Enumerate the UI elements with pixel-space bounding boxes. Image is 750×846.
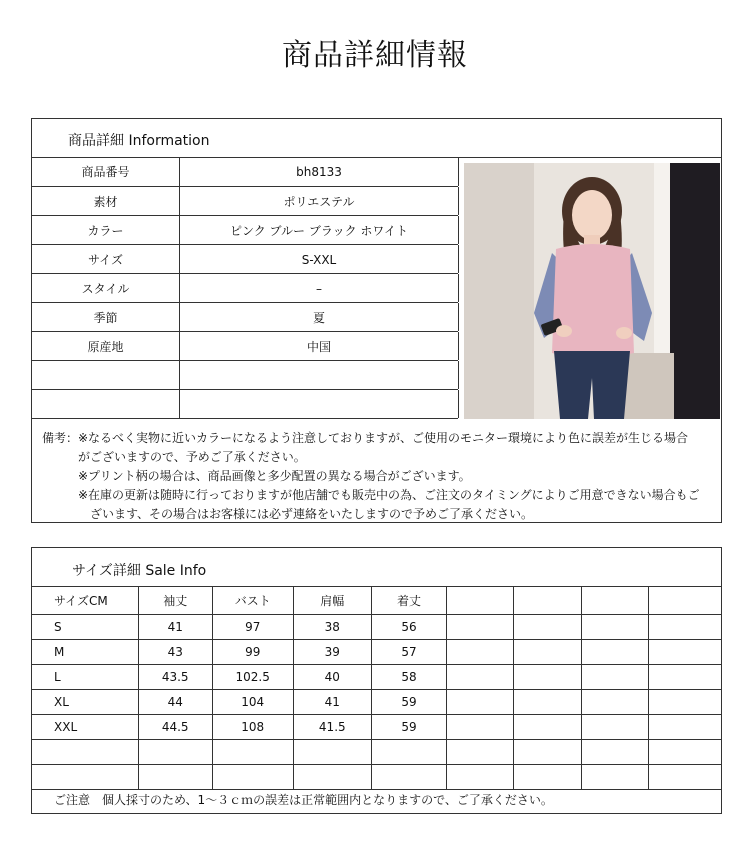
size-header-cell bbox=[581, 586, 648, 615]
spec-value bbox=[180, 390, 459, 418]
size-cell bbox=[446, 765, 513, 790]
spec-label: 季節 bbox=[32, 303, 180, 331]
size-cell bbox=[514, 665, 581, 690]
product-detail-panel bbox=[31, 118, 722, 523]
note-line: 備考：※なるべく実物に近いカラーになるよう注意しておりますが、ご使用のモニター環境により色に誤差が生じる場合 bbox=[42, 431, 689, 445]
size-cell: S bbox=[32, 615, 138, 640]
spec-value: – bbox=[180, 274, 459, 302]
size-detail-panel bbox=[31, 547, 722, 814]
size-cell: 59 bbox=[372, 715, 447, 740]
spec-row bbox=[32, 274, 458, 303]
spec-value: ポリエステル bbox=[180, 187, 459, 215]
size-cell bbox=[212, 765, 293, 790]
size-row bbox=[32, 765, 721, 790]
size-row bbox=[32, 690, 721, 715]
spec-value: 夏 bbox=[180, 303, 459, 331]
spec-row bbox=[32, 157, 458, 187]
product-section-title: 商品詳細 Information bbox=[68, 133, 210, 149]
size-cell bbox=[648, 665, 721, 690]
size-cell: 44.5 bbox=[138, 715, 212, 740]
size-row bbox=[32, 665, 721, 690]
spec-label: 原産地 bbox=[32, 332, 180, 360]
size-header-cell bbox=[514, 586, 581, 615]
spec-row bbox=[32, 187, 458, 216]
size-footnote: ご注意 個人採寸のため、1～３ｃｍの誤差は正常範囲内となりますので、ご了承ください。 bbox=[54, 793, 553, 807]
size-cell bbox=[514, 740, 581, 765]
spec-label bbox=[32, 390, 180, 418]
spec-row bbox=[32, 303, 458, 332]
size-header-cell: 肩幅 bbox=[293, 586, 372, 615]
size-cell bbox=[446, 715, 513, 740]
spec-row bbox=[32, 361, 458, 390]
size-cell bbox=[446, 690, 513, 715]
size-cell: L bbox=[32, 665, 138, 690]
size-cell bbox=[581, 740, 648, 765]
product-photo bbox=[464, 163, 720, 419]
size-header-row bbox=[32, 586, 721, 615]
size-cell bbox=[514, 640, 581, 665]
spec-row bbox=[32, 216, 458, 245]
size-cell bbox=[648, 640, 721, 665]
size-cell: 56 bbox=[372, 615, 447, 640]
spec-row bbox=[32, 245, 458, 274]
size-cell bbox=[648, 715, 721, 740]
size-cell bbox=[446, 740, 513, 765]
size-cell bbox=[581, 690, 648, 715]
size-cell: 43 bbox=[138, 640, 212, 665]
spec-value: bh8133 bbox=[180, 157, 459, 186]
size-cell bbox=[32, 740, 138, 765]
spec-label: 素材 bbox=[32, 187, 180, 215]
spec-row bbox=[32, 332, 458, 361]
size-cell bbox=[212, 740, 293, 765]
spec-value: ピンク ブルー ブラック ホワイト bbox=[180, 216, 459, 244]
size-cell: 59 bbox=[372, 690, 447, 715]
size-row bbox=[32, 640, 721, 665]
size-cell bbox=[446, 665, 513, 690]
product-spec-table bbox=[32, 157, 458, 419]
size-cell: 58 bbox=[372, 665, 447, 690]
size-cell bbox=[581, 715, 648, 740]
size-cell bbox=[514, 715, 581, 740]
spec-label: サイズ bbox=[32, 245, 180, 273]
size-cell: 57 bbox=[372, 640, 447, 665]
spec-value bbox=[180, 361, 459, 389]
size-cell: 41.5 bbox=[293, 715, 372, 740]
size-header-cell: バスト bbox=[212, 586, 293, 615]
size-detail-header bbox=[32, 548, 721, 587]
size-cell bbox=[581, 615, 648, 640]
size-header-cell bbox=[446, 586, 513, 615]
size-cell bbox=[581, 765, 648, 790]
note-line: がございますので、予めご了承ください。 bbox=[42, 450, 306, 464]
size-cell bbox=[648, 765, 721, 790]
size-cell: 40 bbox=[293, 665, 372, 690]
size-cell bbox=[32, 765, 138, 790]
product-detail-header bbox=[32, 119, 721, 158]
size-header-cell: 袖丈 bbox=[138, 586, 212, 615]
size-cell bbox=[293, 765, 372, 790]
spec-value: 中国 bbox=[180, 332, 459, 360]
spec-value: S-XXL bbox=[180, 245, 459, 273]
size-cell bbox=[446, 615, 513, 640]
size-cell bbox=[648, 615, 721, 640]
size-cell bbox=[648, 690, 721, 715]
size-cell bbox=[581, 640, 648, 665]
size-cell bbox=[138, 740, 212, 765]
size-cell: 102.5 bbox=[212, 665, 293, 690]
size-cell: 41 bbox=[293, 690, 372, 715]
size-cell bbox=[581, 665, 648, 690]
size-cell: 104 bbox=[212, 690, 293, 715]
size-cell: 44 bbox=[138, 690, 212, 715]
notes-block bbox=[42, 429, 712, 524]
size-cell bbox=[648, 740, 721, 765]
size-header-cell bbox=[648, 586, 721, 615]
size-header-cell: サイズCM bbox=[32, 586, 138, 615]
size-cell bbox=[138, 765, 212, 790]
note-line: ※在庫の更新は随時に行っておりますが他店舗でも販売中の為、ご注文のタイミングによりご用意できない場合もご bbox=[42, 488, 700, 502]
spec-label: カラー bbox=[32, 216, 180, 244]
size-table bbox=[32, 586, 721, 790]
spec-row bbox=[32, 390, 458, 419]
size-row bbox=[32, 615, 721, 640]
size-cell: M bbox=[32, 640, 138, 665]
size-cell: XL bbox=[32, 690, 138, 715]
size-header-cell: 着丈 bbox=[372, 586, 447, 615]
size-cell bbox=[372, 765, 447, 790]
size-cell: 41 bbox=[138, 615, 212, 640]
page-title: 商品詳細情報 bbox=[282, 38, 468, 73]
size-cell bbox=[514, 615, 581, 640]
note-line: ※プリント柄の場合は、商品画像と多少配置の異なる場合がございます。 bbox=[42, 469, 471, 483]
size-cell: 99 bbox=[212, 640, 293, 665]
note-line: ざいます、その場合はお客様には必ず連絡をいたしますので予めご了承ください。 bbox=[42, 507, 534, 521]
size-cell: XXL bbox=[32, 715, 138, 740]
size-cell bbox=[372, 740, 447, 765]
size-cell: 39 bbox=[293, 640, 372, 665]
size-cell bbox=[514, 765, 581, 790]
size-cell: 108 bbox=[212, 715, 293, 740]
size-cell bbox=[293, 740, 372, 765]
size-cell: 38 bbox=[293, 615, 372, 640]
size-cell bbox=[446, 640, 513, 665]
size-cell: 43.5 bbox=[138, 665, 212, 690]
spec-label: 商品番号 bbox=[32, 157, 180, 186]
size-cell bbox=[514, 690, 581, 715]
size-row bbox=[32, 740, 721, 765]
spec-label bbox=[32, 361, 180, 389]
size-section-title: サイズ詳細 Sale Info bbox=[72, 563, 207, 579]
spec-label: スタイル bbox=[32, 274, 180, 302]
size-row bbox=[32, 715, 721, 740]
size-cell: 97 bbox=[212, 615, 293, 640]
